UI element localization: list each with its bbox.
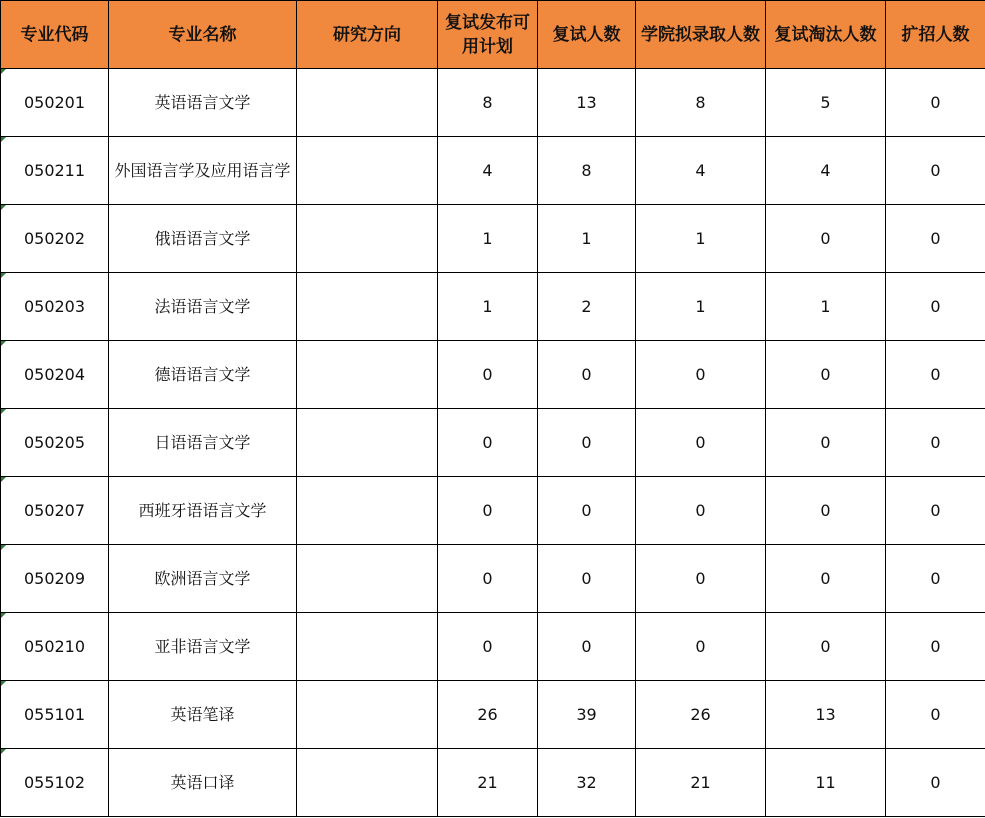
cell-marker-icon xyxy=(1,69,6,74)
cell-major-name[interactable]: 日语语言文学 xyxy=(109,409,297,477)
cell-marker-icon xyxy=(1,749,6,754)
cell-expansion-count[interactable]: 0 xyxy=(886,205,985,273)
cell-retest-count[interactable]: 39 xyxy=(538,681,636,749)
cell-research-direction[interactable] xyxy=(297,341,438,409)
cell-major-name[interactable]: 英语语言文学 xyxy=(109,69,297,137)
cell-marker-icon xyxy=(1,341,6,346)
cell-major-code-text: 050204 xyxy=(23,365,86,384)
cell-research-direction[interactable] xyxy=(297,681,438,749)
cell-available-plan[interactable]: 0 xyxy=(438,545,538,613)
cell-marker-icon xyxy=(1,273,6,278)
cell-expansion-count[interactable]: 0 xyxy=(886,137,985,205)
cell-marker-icon xyxy=(1,613,6,618)
cell-major-name[interactable]: 亚非语言文学 xyxy=(109,613,297,681)
cell-admit-count[interactable]: 8 xyxy=(636,69,766,137)
cell-major-name[interactable]: 俄语语言文学 xyxy=(109,205,297,273)
cell-eliminated-count[interactable]: 0 xyxy=(766,409,886,477)
cell-expansion-count[interactable]: 0 xyxy=(886,341,985,409)
cell-major-code[interactable] xyxy=(1,341,109,409)
cell-research-direction[interactable] xyxy=(297,205,438,273)
cell-major-code-text: 050201 xyxy=(23,93,86,112)
cell-marker-icon xyxy=(1,545,6,550)
cell-major-code-text: 055102 xyxy=(23,773,86,792)
cell-marker-icon xyxy=(1,205,6,210)
cell-admit-count[interactable]: 0 xyxy=(636,341,766,409)
cell-research-direction[interactable] xyxy=(297,409,438,477)
table-header xyxy=(1,1,985,69)
header-expansion-count[interactable]: 扩招人数 xyxy=(886,1,985,69)
cell-major-code[interactable] xyxy=(1,205,109,273)
cell-available-plan[interactable]: 0 xyxy=(438,477,538,545)
cell-available-plan[interactable]: 0 xyxy=(438,613,538,681)
cell-marker-icon xyxy=(1,681,6,686)
cell-eliminated-count[interactable]: 1 xyxy=(766,273,886,341)
cell-available-plan[interactable]: 8 xyxy=(438,69,538,137)
cell-major-name[interactable]: 德语语言文学 xyxy=(109,341,297,409)
cell-expansion-count[interactable]: 0 xyxy=(886,69,985,137)
cell-major-code-text: 055101 xyxy=(23,705,86,724)
header-major-code[interactable]: 专业代码 xyxy=(1,1,109,69)
cell-major-code[interactable] xyxy=(1,477,109,545)
cell-major-name[interactable]: 欧洲语言文学 xyxy=(109,545,297,613)
table-body xyxy=(1,69,985,817)
cell-admit-count[interactable]: 21 xyxy=(636,749,766,817)
cell-eliminated-count[interactable]: 11 xyxy=(766,749,886,817)
cell-expansion-count[interactable]: 0 xyxy=(886,409,985,477)
cell-admit-count[interactable]: 1 xyxy=(636,273,766,341)
cell-admit-count[interactable]: 0 xyxy=(636,545,766,613)
cell-available-plan[interactable]: 1 xyxy=(438,205,538,273)
cell-major-code[interactable] xyxy=(1,137,109,205)
table-row xyxy=(1,749,985,817)
cell-available-plan[interactable]: 26 xyxy=(438,681,538,749)
cell-admit-count[interactable]: 0 xyxy=(636,409,766,477)
cell-research-direction[interactable] xyxy=(297,69,438,137)
cell-major-code-text: 050209 xyxy=(23,569,86,588)
cell-expansion-count[interactable]: 0 xyxy=(886,749,985,817)
cell-major-name[interactable]: 外国语言学及应用语言学 xyxy=(109,137,297,205)
cell-available-plan[interactable]: 0 xyxy=(438,341,538,409)
cell-retest-count[interactable]: 1 xyxy=(538,205,636,273)
cell-major-code-text: 050203 xyxy=(23,297,86,316)
cell-expansion-count[interactable]: 0 xyxy=(886,681,985,749)
cell-major-name[interactable]: 西班牙语语言文学 xyxy=(109,477,297,545)
cell-retest-count[interactable]: 0 xyxy=(538,409,636,477)
cell-major-code[interactable] xyxy=(1,681,109,749)
cell-admit-count[interactable]: 0 xyxy=(636,477,766,545)
header-eliminated-count[interactable]: 复试淘汰人数 xyxy=(766,1,886,69)
cell-eliminated-count[interactable]: 0 xyxy=(766,477,886,545)
cell-research-direction[interactable] xyxy=(297,477,438,545)
cell-major-code[interactable] xyxy=(1,69,109,137)
cell-major-code-text: 050205 xyxy=(23,433,86,452)
cell-eliminated-count[interactable]: 5 xyxy=(766,69,886,137)
table-row xyxy=(1,273,985,341)
header-research-direction[interactable]: 研究方向 xyxy=(297,1,438,69)
header-major-name[interactable]: 专业名称 xyxy=(109,1,297,69)
header-row xyxy=(1,1,985,69)
cell-eliminated-count[interactable]: 0 xyxy=(766,205,886,273)
cell-admit-count[interactable]: 1 xyxy=(636,205,766,273)
cell-available-plan[interactable]: 21 xyxy=(438,749,538,817)
cell-research-direction[interactable] xyxy=(297,545,438,613)
table-row xyxy=(1,137,985,205)
cell-retest-count[interactable]: 0 xyxy=(538,477,636,545)
table-row xyxy=(1,681,985,749)
cell-major-code[interactable] xyxy=(1,273,109,341)
cell-available-plan[interactable]: 0 xyxy=(438,409,538,477)
table-row xyxy=(1,613,985,681)
cell-retest-count[interactable]: 13 xyxy=(538,69,636,137)
header-retest-count[interactable]: 复试人数 xyxy=(538,1,636,69)
cell-major-name[interactable]: 英语笔译 xyxy=(109,681,297,749)
cell-major-code-text: 050211 xyxy=(23,161,86,180)
table-row xyxy=(1,69,985,137)
table-row xyxy=(1,545,985,613)
cell-available-plan[interactable]: 4 xyxy=(438,137,538,205)
cell-retest-count[interactable]: 32 xyxy=(538,749,636,817)
cell-expansion-count[interactable]: 0 xyxy=(886,545,985,613)
cell-research-direction[interactable] xyxy=(297,273,438,341)
cell-admit-count[interactable]: 4 xyxy=(636,137,766,205)
table-row xyxy=(1,409,985,477)
cell-expansion-count[interactable]: 0 xyxy=(886,273,985,341)
cell-eliminated-count[interactable]: 0 xyxy=(766,545,886,613)
cell-eliminated-count[interactable]: 0 xyxy=(766,341,886,409)
cell-marker-icon xyxy=(1,477,6,482)
table-row xyxy=(1,341,985,409)
cell-major-code[interactable] xyxy=(1,545,109,613)
cell-expansion-count[interactable]: 0 xyxy=(886,477,985,545)
cell-marker-icon xyxy=(1,409,6,414)
cell-major-name[interactable]: 法语语言文学 xyxy=(109,273,297,341)
cell-major-code-text: 050202 xyxy=(23,229,86,248)
cell-marker-icon xyxy=(1,137,6,142)
cell-major-name[interactable]: 英语口译 xyxy=(109,749,297,817)
table-row xyxy=(1,205,985,273)
cell-admit-count[interactable]: 0 xyxy=(636,613,766,681)
table-row xyxy=(1,477,985,545)
cell-retest-count[interactable]: 8 xyxy=(538,137,636,205)
cell-expansion-count[interactable]: 0 xyxy=(886,613,985,681)
cell-retest-count[interactable]: 0 xyxy=(538,545,636,613)
cell-eliminated-count[interactable]: 4 xyxy=(766,137,886,205)
cell-research-direction[interactable] xyxy=(297,613,438,681)
cell-retest-count[interactable]: 0 xyxy=(538,613,636,681)
cell-major-code-text: 050207 xyxy=(23,501,86,520)
cell-major-code[interactable] xyxy=(1,749,109,817)
cell-major-code[interactable] xyxy=(1,613,109,681)
cell-available-plan[interactable]: 1 xyxy=(438,273,538,341)
cell-retest-count[interactable]: 2 xyxy=(538,273,636,341)
cell-eliminated-count[interactable]: 0 xyxy=(766,613,886,681)
header-available-plan[interactable]: 复试发布可用计划 xyxy=(438,1,538,69)
cell-research-direction[interactable] xyxy=(297,137,438,205)
header-admit-count[interactable]: 学院拟录取人数 xyxy=(636,1,766,69)
cell-eliminated-count[interactable]: 13 xyxy=(766,681,886,749)
cell-retest-count[interactable]: 0 xyxy=(538,341,636,409)
cell-major-code[interactable] xyxy=(1,409,109,477)
cell-admit-count[interactable]: 26 xyxy=(636,681,766,749)
cell-research-direction[interactable] xyxy=(297,749,438,817)
cell-major-code-text: 050210 xyxy=(23,637,86,656)
